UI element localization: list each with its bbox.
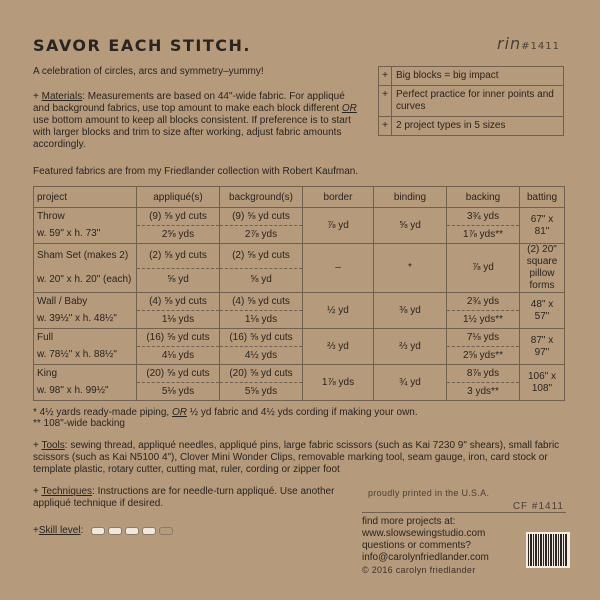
background-varied: (4) ⅝ yd cuts [220,293,303,311]
printed-in: proudly printed in the U.S.A. [368,488,490,498]
feature-text: 2 project types in 5 sizes [392,117,564,136]
backing-amount: 7⅛ yds [447,329,520,347]
col-applique: appliqué(s) [137,187,220,208]
logo [497,34,560,53]
email-link[interactable]: info@carolynfriedlander.com [362,552,489,563]
backing-amount: 8⅞ yds [447,365,520,383]
background-varied: (20) ⅝ yd cuts [220,365,303,383]
materials-paragraph [33,91,363,151]
skill-prefix: + [33,525,39,536]
applique-consistent: 4⅛ yds [137,347,220,365]
border-amount: ½ yd [303,293,374,329]
tools-paragraph [33,440,568,476]
col-background: background(s) [220,187,303,208]
table-row-sub [34,311,565,329]
background-consistent: 2⅞ yds [220,226,303,244]
project-size: w. 59" x h. 73" [34,226,137,244]
materials-label: Materials [41,91,83,102]
project-name: Full [34,329,137,347]
applique-varied: (2) ⅝ yd cuts [137,244,220,269]
feature-row [379,67,564,86]
applique-varied: (4) ⅝ yd cuts [137,293,220,311]
skill-dot [125,527,139,535]
background-consistent: ⅝ yd [220,268,303,293]
backing-wide: 1⅞ yds** [447,226,520,244]
note-backing: ** 108"-wide backing [33,418,125,429]
project-name: Throw [34,208,137,226]
website-link[interactable]: www.slowsewingstudio.com [362,528,486,539]
backing-amount: ⅞ yd [447,244,520,293]
featured-fabrics: Featured fabrics are from my Friedlander collection with Robert Kaufman. [33,166,359,177]
tools-label: Tools [41,440,65,451]
project-name: Wall / Baby [34,293,137,311]
applique-consistent: 5⅛ yds [137,383,220,401]
note-piping-or: OR [171,407,187,418]
table-row-sub [34,347,565,365]
background-varied: (9) ⅝ yd cuts [220,208,303,226]
background-varied: (16) ⅝ yd cuts [220,329,303,347]
table-row [34,208,565,226]
skill-dot [159,527,173,535]
materials-text-2: use bottom amount to keep all blocks consistent. If preference is to start with larger blocks and trim to size after working, adjust fabric amounts accordingly. [33,115,351,150]
contact-line: questions or comments? [362,540,471,551]
background-consistent: 1⅛ yds [220,311,303,329]
background-varied: (2) ⅝ yd cuts [220,244,303,269]
techniques-paragraph [33,486,353,510]
project-size: w. 39½" x h. 48½" [34,311,137,329]
materials-or: OR [341,103,357,114]
backing-amount: 3¾ yds [447,208,520,226]
feature-row [379,117,564,136]
logo-text: rin [497,34,522,53]
table-row-sub [34,383,565,401]
barcode [526,532,570,568]
skill-dot [91,527,105,535]
contact-line: find more projects at: [362,516,456,527]
backing-wide: 2⅝ yds** [447,347,520,365]
feature-row [379,86,564,117]
col-backing: backing [447,187,520,208]
batting-size: 67" x 81" [520,208,565,244]
col-binding: binding [374,187,447,208]
table-row [34,365,565,383]
backing-wide: 1½ yds** [447,311,520,329]
applique-varied: (9) ⅝ yd cuts [137,208,220,226]
techniques-text: : Instructions are for needle-turn appliqué. Use another appliqué technique if desired. [33,486,335,509]
border-amount: – [303,244,374,293]
skill-suffix: : [80,525,84,536]
project-size: w. 78½" x h. 88½" [34,347,137,365]
background-consistent: 4½ yds [220,347,303,365]
batting-size: 87" x 97" [520,329,565,365]
applique-consistent: 2⅝ yds [137,226,220,244]
table-row [34,293,565,311]
batting-size: 48" x 57" [520,293,565,329]
project-size: w. 20" x h. 20" (each) [34,268,137,293]
binding-amount: * [374,244,447,293]
binding-amount: ⅔ yd [374,329,447,365]
feature-text: Big blocks = big impact [392,67,564,86]
project-name: Sham Set (makes 2) [34,244,137,269]
materials-prefix: + [33,91,42,102]
tools-text: : sewing thread, appliqué needles, appliqué pins, large fabric scissors (such as Kai 7230 9" shears), small fabric scissors (such as Kai N5100 4"), Clover Mini Wonder Clips, removable marking tool, seam gauge, iron, card stock or template plastic, rotary cutter, cutting mat, ruler, cording or zipper foot [33,440,560,475]
table-row [34,329,565,347]
skill-dot [108,527,122,535]
note-piping-a: * 4½ yards ready-made piping, [33,407,172,418]
logo-number: #1411 [521,41,560,52]
project-size: w. 98" x h. 99½" [34,383,137,401]
skill-label: Skill level [38,525,81,536]
project-name: King [34,365,137,383]
techniques-label: Techniques [41,486,93,497]
table-row [34,244,565,269]
col-batting: batting [520,187,565,208]
skill-dot [142,527,156,535]
skill-dots [91,527,173,535]
feature-text: Perfect practice for inner points and curves [392,86,564,117]
col-project: project [34,187,137,208]
feature-bullet: + [379,117,392,136]
skill-level [33,525,173,536]
batting-size: (2) 20" square pillow forms [520,244,565,293]
border-amount: ⅞ yd [303,208,374,244]
applique-consistent: 1⅛ yds [137,311,220,329]
pattern-code: CF #1411 [512,501,564,512]
table-row-sub [34,226,565,244]
intro [33,66,363,164]
applique-varied: (16) ⅝ yd cuts [137,329,220,347]
background-consistent: 5⅝ yds [220,383,303,401]
batting-size: 106" x 108" [520,365,565,401]
border-amount: 1⅞ yds [303,365,374,401]
yardage-table [33,186,565,401]
note-piping [33,407,418,418]
applique-varied: (20) ⅝ yd cuts [137,365,220,383]
tools-prefix: + [33,440,42,451]
table-header-row [34,187,565,208]
feature-bullet: + [379,67,392,86]
col-border: border [303,187,374,208]
backing-amount: 2¾ yds [447,293,520,311]
feature-bullet: + [379,86,392,117]
features-box [378,66,564,136]
table-notes [33,407,418,429]
materials-text-1: : Measurements are based on 44"-wide fabric. For appliqué and background fabrics, use top amount to make each block different [33,91,345,114]
applique-consistent: ⅝ yd [137,268,220,293]
binding-amount: ⅜ yd [374,293,447,329]
tagline: A celebration of circles, arcs and symmetry–yummy! [33,66,264,77]
binding-amount: ⅝ yd [374,208,447,244]
note-piping-b: ½ yd fabric and 4½ yds cording if making your own. [186,407,418,418]
techniques-prefix: + [33,486,42,497]
copyright: © 2016 carolyn friedlander [362,565,476,575]
binding-amount: ¾ yd [374,365,447,401]
border-amount: ⅔ yd [303,329,374,365]
pattern-title: SAVOR EACH STITCH. [33,36,251,55]
backing-wide: 3 yds** [447,383,520,401]
